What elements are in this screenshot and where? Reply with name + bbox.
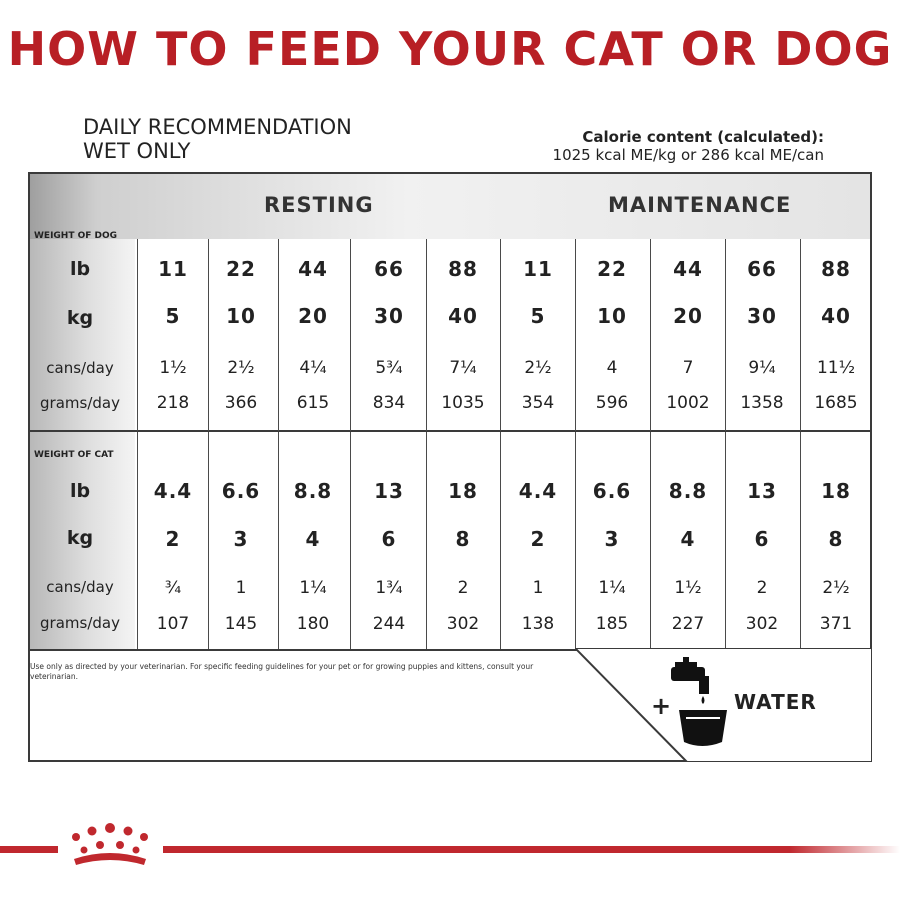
cat-label-panel [30, 432, 135, 649]
water-plus-sign: + [651, 692, 672, 720]
dog-kg-cell: 10 [226, 304, 256, 328]
cat-kg-cell: 4 [305, 527, 321, 551]
cat-lb-cell: 4.4 [153, 479, 193, 503]
cat-kg-cell: 4 [680, 527, 696, 551]
recommendation-line-2: WET ONLY [83, 139, 191, 163]
cat-cans-cell: 1½ [674, 578, 702, 598]
dog-grams-cell: 1035 [441, 393, 485, 413]
cat-grams-cell: 138 [521, 614, 555, 634]
cat-grams-label: grams/day [40, 614, 120, 632]
cat-grams-cell: 227 [671, 614, 705, 634]
cat-kg-cell: 8 [455, 527, 471, 551]
calorie-content [553, 128, 824, 164]
dog-cans-cell: 5¾ [375, 358, 403, 378]
section-resting: RESTING [264, 193, 374, 217]
cat-lb-cell: 13 [374, 479, 404, 503]
dog-grams-cell: 1685 [814, 393, 858, 413]
dog-cans-cell: 2½ [227, 358, 255, 378]
cat-cans-label: cans/day [46, 578, 114, 596]
dog-kg-cell: 5 [165, 304, 181, 328]
cat-lb-cell: 13 [747, 479, 777, 503]
dog-lb-cell: 44 [298, 257, 328, 281]
dog-grams-cell: 834 [372, 393, 406, 413]
cat-column-divider [350, 432, 351, 649]
dog-cans-cell: 9¼ [748, 358, 776, 378]
dog-grams-cell: 218 [156, 393, 190, 413]
cat-cans-cell: 1¾ [375, 578, 403, 598]
dog-kg-cell: 40 [448, 304, 478, 328]
cat-cans-cell: 2 [457, 578, 469, 598]
dog-cans-cell: 4 [606, 358, 618, 378]
cat-lb-label: lb [69, 480, 91, 502]
dog-cans-cell: 11½ [816, 358, 856, 378]
cat-lb-cell: 6.6 [221, 479, 261, 503]
dog-column-divider [500, 239, 501, 431]
dog-grams-cell: 1002 [666, 393, 710, 413]
dog-grams-cell: 615 [296, 393, 330, 413]
dog-column-divider [650, 239, 651, 431]
dog-kg-cell: 5 [530, 304, 546, 328]
section-maintenance: MAINTENANCE [608, 193, 792, 217]
cat-weight-tag: WEIGHT OF CAT [34, 450, 114, 460]
cat-column-divider [500, 432, 501, 649]
cat-grams-cell: 302 [446, 614, 480, 634]
dog-kg-cell: 20 [673, 304, 703, 328]
dog-grams-cell: 354 [521, 393, 555, 413]
water-panel-shape [575, 648, 872, 762]
footer-line-right [163, 846, 900, 853]
dog-lb-cell: 22 [226, 257, 256, 281]
table-bottom-divider [30, 649, 578, 651]
dog-lb-cell: 44 [673, 257, 703, 281]
page-title: HOW TO FEED YOUR CAT OR DOG [7, 22, 893, 76]
dog-lb-cell: 88 [448, 257, 478, 281]
cat-cans-cell: 2½ [822, 578, 850, 598]
dog-kg-cell: 30 [374, 304, 404, 328]
dog-cans-cell: 7 [682, 358, 694, 378]
dog-kg-cell: 20 [298, 304, 328, 328]
cat-grams-cell: 107 [156, 614, 190, 634]
dog-lb-cell: 11 [523, 257, 553, 281]
dog-grams-cell: 366 [224, 393, 258, 413]
cat-grams-cell: 180 [296, 614, 330, 634]
dog-kg-cell: 30 [747, 304, 777, 328]
recommendation-line-1: DAILY RECOMMENDATION [83, 115, 352, 139]
dog-lb-cell: 66 [374, 257, 404, 281]
dog-column-divider [350, 239, 351, 431]
cat-cans-cell: 1 [532, 578, 544, 598]
cat-kg-cell: 2 [530, 527, 546, 551]
cat-lb-cell: 18 [448, 479, 478, 503]
cat-kg-cell: 6 [754, 527, 770, 551]
dog-cans-label: cans/day [46, 359, 114, 377]
cat-kg-cell: 3 [604, 527, 620, 551]
dog-grams-label: grams/day [40, 394, 120, 412]
dog-lb-cell: 66 [747, 257, 777, 281]
disclaimer-text: Use only as directed by your veterinarian. For specific feeding guidelines for your pet or for growing puppies and kittens, consult your veterinarian. [30, 662, 534, 681]
cat-cans-cell: 1¼ [299, 578, 327, 598]
dog-lb-label: lb [69, 258, 91, 280]
cat-lb-cell: 4.4 [518, 479, 558, 503]
cat-lb-cell: 8.8 [293, 479, 333, 503]
dog-grams-cell: 1358 [740, 393, 784, 413]
dog-cans-cell: 4¼ [299, 358, 327, 378]
dog-cans-cell: 1½ [159, 358, 187, 378]
section-header-band [30, 174, 870, 239]
dog-weight-tag: WEIGHT OF DOG [34, 231, 118, 241]
water-label: WATER [734, 690, 817, 714]
cat-cans-cell: 1¼ [598, 578, 626, 598]
cat-grams-cell: 185 [595, 614, 629, 634]
dog-kg-label: kg [66, 307, 94, 329]
cat-kg-cell: 3 [233, 527, 249, 551]
dog-cans-cell: 7¼ [449, 358, 477, 378]
dog-cans-cell: 2½ [524, 358, 552, 378]
cat-cans-cell: ¾ [164, 578, 182, 598]
recommendation-heading [83, 115, 352, 163]
cat-kg-cell: 8 [828, 527, 844, 551]
cat-kg-label: kg [66, 527, 94, 549]
cat-cans-cell: 1 [235, 578, 247, 598]
calorie-value: 1025 kcal ME/kg or 286 kcal ME/can [552, 146, 824, 164]
water-panel [575, 648, 872, 762]
dog-lb-cell: 22 [597, 257, 627, 281]
dog-kg-cell: 10 [597, 304, 627, 328]
dog-lb-cell: 88 [821, 257, 851, 281]
cat-grams-cell: 145 [224, 614, 258, 634]
cat-lb-cell: 18 [821, 479, 851, 503]
cat-lb-cell: 8.8 [668, 479, 708, 503]
cat-kg-cell: 6 [381, 527, 397, 551]
dog-grams-cell: 596 [595, 393, 629, 413]
dog-lb-cell: 11 [158, 257, 188, 281]
cat-lb-cell: 6.6 [592, 479, 632, 503]
dog-cat-divider [30, 430, 870, 432]
dog-kg-cell: 40 [821, 304, 851, 328]
cat-grams-cell: 244 [372, 614, 406, 634]
cat-grams-cell: 371 [819, 614, 853, 634]
cat-grams-cell: 302 [745, 614, 779, 634]
cat-column-divider [650, 432, 651, 649]
dog-label-panel [30, 231, 135, 431]
cat-cans-cell: 2 [756, 578, 768, 598]
footer-line-left [0, 846, 58, 853]
royal-crown-logo [62, 823, 158, 869]
cat-kg-cell: 2 [165, 527, 181, 551]
calorie-label: Calorie content (calculated): [582, 128, 824, 146]
